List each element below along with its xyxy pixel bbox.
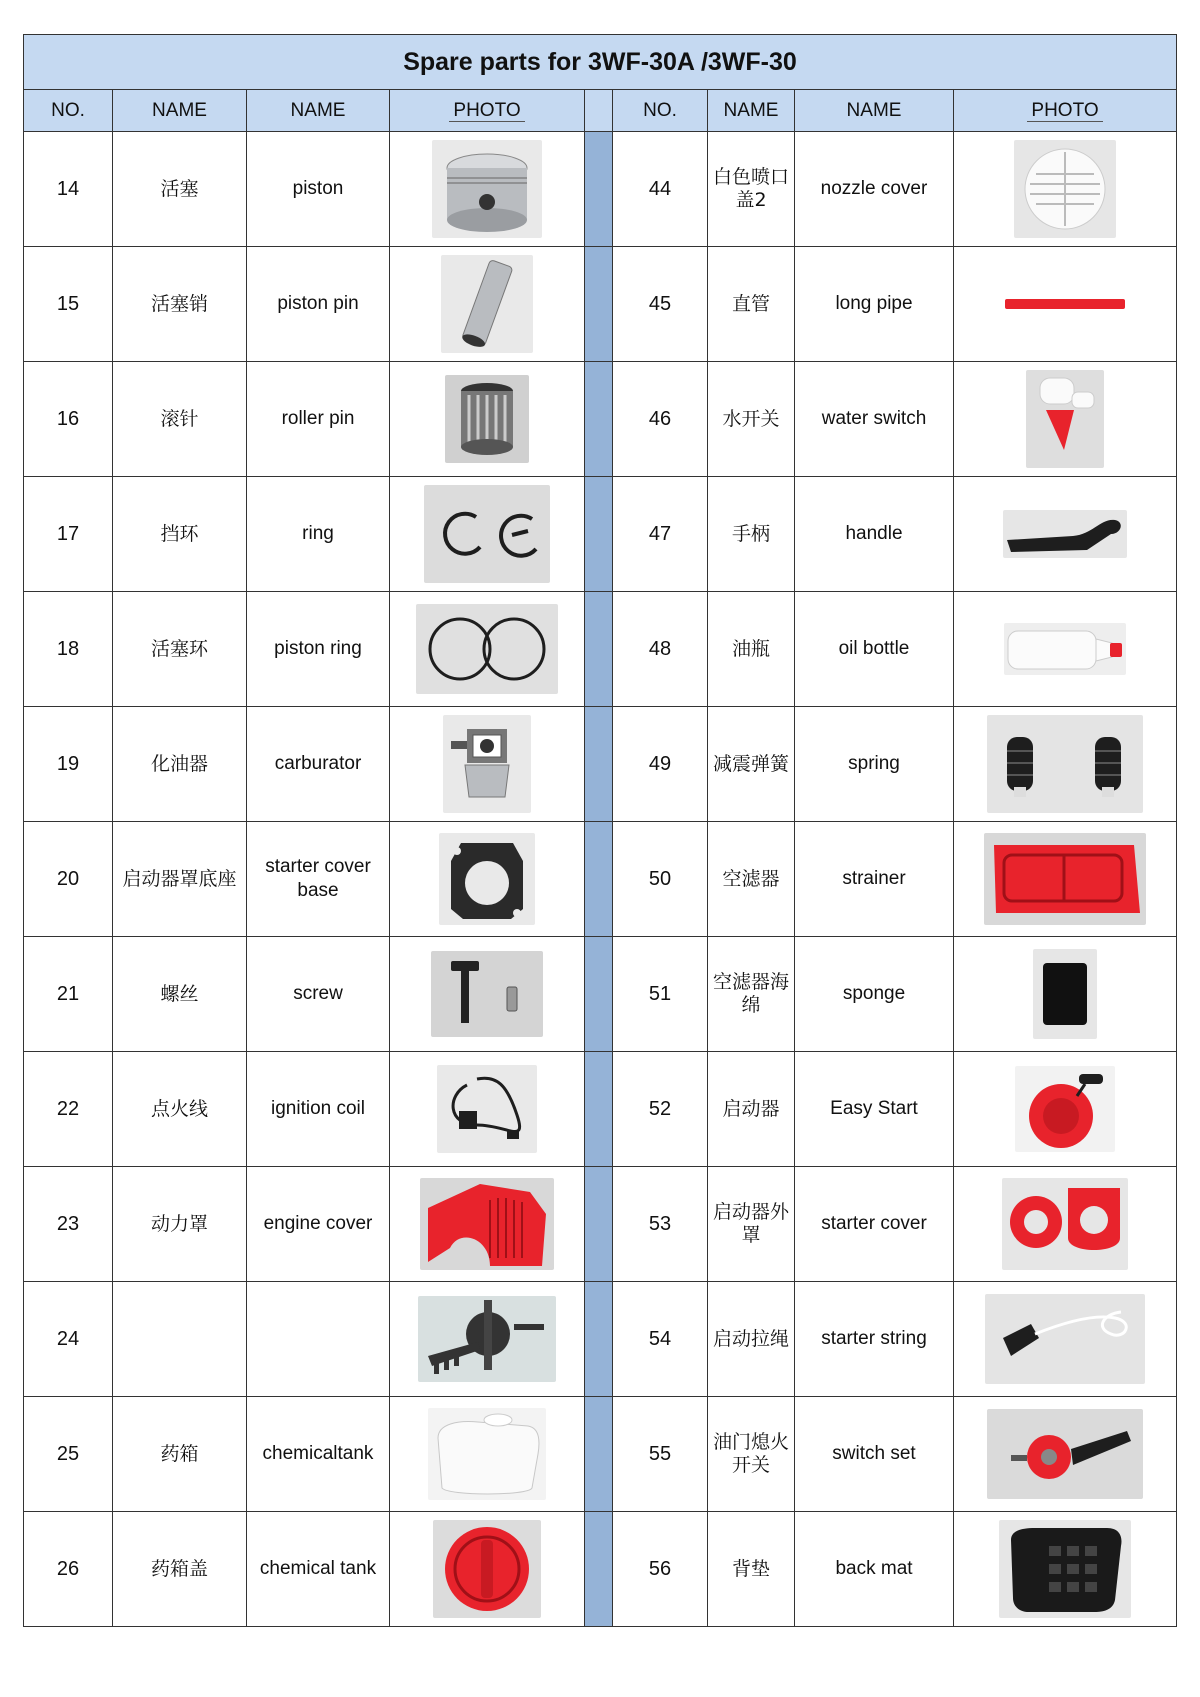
part-number: 24 <box>24 1282 113 1397</box>
piston-pin-photo <box>441 255 533 353</box>
part-name-english: carburator <box>247 707 390 822</box>
part-number: 45 <box>613 247 708 362</box>
part-name-english: engine cover <box>247 1167 390 1282</box>
part-name-english: Easy Start <box>795 1052 954 1167</box>
photo-cell <box>390 477 585 592</box>
part-name-chinese: 减震弹簧 <box>708 707 795 822</box>
long-pipe-photo <box>1003 294 1127 314</box>
part-name-english: piston ring <box>247 592 390 707</box>
part-number: 47 <box>613 477 708 592</box>
part-number: 51 <box>613 937 708 1052</box>
starter-cover-base-photo <box>439 833 535 925</box>
back-mat-photo <box>999 1520 1131 1618</box>
table-row <box>24 937 1177 1052</box>
starter-cover-photo <box>1002 1178 1128 1270</box>
photo-cell <box>954 1282 1177 1397</box>
column-separator <box>585 132 613 247</box>
part-name-english: screw <box>247 937 390 1052</box>
part-name-english: ignition coil <box>247 1052 390 1167</box>
part-number: 14 <box>24 132 113 247</box>
header-no-left: NO. <box>24 90 113 132</box>
engine-cover-photo <box>420 1178 554 1270</box>
photo-cell <box>390 247 585 362</box>
table-row <box>24 362 1177 477</box>
part-number: 17 <box>24 477 113 592</box>
table-row <box>24 1512 1177 1627</box>
table-row <box>24 592 1177 707</box>
part-name-chinese: 启动器 <box>708 1052 795 1167</box>
part-name-chinese: 油门熄火开关 <box>708 1397 795 1512</box>
starter-string-photo <box>985 1294 1145 1384</box>
sponge-photo <box>1033 949 1097 1039</box>
photo-cell <box>390 1282 585 1397</box>
part-name-chinese: 背垫 <box>708 1512 795 1627</box>
part-number: 44 <box>613 132 708 247</box>
page-title: Spare parts for 3WF-30A /3WF-30 <box>24 35 1177 90</box>
part-number: 26 <box>24 1512 113 1627</box>
column-separator <box>585 1167 613 1282</box>
part-name-chinese: 动力罩 <box>113 1167 247 1282</box>
header-no-right: NO. <box>613 90 708 132</box>
ring-photo <box>424 485 550 583</box>
column-separator <box>585 822 613 937</box>
column-separator <box>585 1512 613 1627</box>
part-name-chinese: 挡环 <box>113 477 247 592</box>
part-number: 50 <box>613 822 708 937</box>
column-separator <box>585 90 613 132</box>
part-number: 25 <box>24 1397 113 1512</box>
part-number: 56 <box>613 1512 708 1627</box>
part-number: 55 <box>613 1397 708 1512</box>
part-name-english: starter cover <box>795 1167 954 1282</box>
part-name-chinese: 白色喷口盖2 <box>708 132 795 247</box>
header-name-cn-right: NAME <box>708 90 795 132</box>
column-separator <box>585 592 613 707</box>
photo-cell <box>954 247 1177 362</box>
table-row <box>24 707 1177 822</box>
part-name-chinese: 水开关 <box>708 362 795 477</box>
part-name-chinese: 直管 <box>708 247 795 362</box>
photo-cell <box>954 1512 1177 1627</box>
part-number: 54 <box>613 1282 708 1397</box>
part-number: 53 <box>613 1167 708 1282</box>
part-number: 19 <box>24 707 113 822</box>
photo-cell <box>954 362 1177 477</box>
table-row <box>24 247 1177 362</box>
switch-set-photo <box>987 1409 1143 1499</box>
part-name-chinese: 活塞环 <box>113 592 247 707</box>
oil-bottle-photo <box>1004 623 1126 675</box>
photo-cell <box>954 1397 1177 1512</box>
header-name-en-left: NAME <box>247 90 390 132</box>
part-name-english <box>247 1282 390 1397</box>
piston-ring-photo <box>416 604 558 694</box>
part-name-english: ring <box>247 477 390 592</box>
photo-cell <box>954 707 1177 822</box>
piston-photo <box>432 140 542 238</box>
part-number: 46 <box>613 362 708 477</box>
part-number: 16 <box>24 362 113 477</box>
part-number: 18 <box>24 592 113 707</box>
part-name-chinese: 启动拉绳 <box>708 1282 795 1397</box>
photo-cell <box>954 132 1177 247</box>
part-name-chinese: 手柄 <box>708 477 795 592</box>
column-separator <box>585 937 613 1052</box>
header-photo-right: PHOTO <box>954 90 1177 132</box>
part-name-chinese: 点火线 <box>113 1052 247 1167</box>
photo-cell <box>954 1167 1177 1282</box>
part-name-chinese: 药箱盖 <box>113 1512 247 1627</box>
part-name-english: piston pin <box>247 247 390 362</box>
photo-cell <box>390 1052 585 1167</box>
spring-photo <box>987 715 1143 813</box>
part-name-chinese <box>113 1282 247 1397</box>
strainer-photo <box>984 833 1146 925</box>
table-row <box>24 1167 1177 1282</box>
photo-cell <box>390 822 585 937</box>
header-row <box>24 90 1177 132</box>
column-separator <box>585 477 613 592</box>
part-number: 48 <box>613 592 708 707</box>
part-name-english: strainer <box>795 822 954 937</box>
part-name-chinese: 空滤器海绵 <box>708 937 795 1052</box>
nozzle-cover-photo <box>1014 140 1116 238</box>
table-row <box>24 1052 1177 1167</box>
photo-cell <box>390 937 585 1052</box>
part-name-english: handle <box>795 477 954 592</box>
table-row <box>24 477 1177 592</box>
photo-cell <box>390 1512 585 1627</box>
part-name-chinese: 活塞销 <box>113 247 247 362</box>
column-separator <box>585 1052 613 1167</box>
part-name-english: nozzle cover <box>795 132 954 247</box>
column-separator <box>585 247 613 362</box>
photo-cell <box>390 132 585 247</box>
photo-cell <box>390 592 585 707</box>
header-name-en-right: NAME <box>795 90 954 132</box>
handle-photo <box>1003 510 1127 558</box>
part-name-english: long pipe <box>795 247 954 362</box>
part-name-chinese: 油瓶 <box>708 592 795 707</box>
part-name-chinese: 启动器罩底座 <box>113 822 247 937</box>
ignition-coil-photo <box>437 1065 537 1153</box>
photo-cell <box>390 362 585 477</box>
header-photo-left: PHOTO <box>390 90 585 132</box>
water-switch-photo <box>1026 370 1104 468</box>
header-name-cn-left: NAME <box>113 90 247 132</box>
photo-cell <box>954 937 1177 1052</box>
part-name-english: starter string <box>795 1282 954 1397</box>
chemical-tank-photo <box>428 1408 546 1500</box>
photo-cell <box>390 1397 585 1512</box>
part-name-english: sponge <box>795 937 954 1052</box>
part-number: 22 <box>24 1052 113 1167</box>
part-number: 52 <box>613 1052 708 1167</box>
table-row <box>24 132 1177 247</box>
table-row <box>24 1397 1177 1512</box>
table-row <box>24 822 1177 937</box>
photo-cell <box>954 1052 1177 1167</box>
screw-photo <box>431 951 543 1037</box>
part-name-english: switch set <box>795 1397 954 1512</box>
part-name-english: oil bottle <box>795 592 954 707</box>
part-name-english: chemical tank <box>247 1512 390 1627</box>
photo-cell <box>390 1167 585 1282</box>
part-name-english: roller pin <box>247 362 390 477</box>
photo-cell <box>954 822 1177 937</box>
part-name-chinese: 活塞 <box>113 132 247 247</box>
photo-cell <box>954 592 1177 707</box>
spare-parts-sheet <box>23 34 1176 1627</box>
part-name-english: starter cover base <box>247 822 390 937</box>
carburator-photo <box>443 715 531 813</box>
part-number: 49 <box>613 707 708 822</box>
photo-cell <box>390 707 585 822</box>
part-number: 23 <box>24 1167 113 1282</box>
part-name-english: chemicaltank <box>247 1397 390 1512</box>
part-name-chinese: 滚针 <box>113 362 247 477</box>
chemical-tank-cap-photo <box>433 1520 541 1618</box>
easy-start-photo <box>1015 1066 1115 1152</box>
part-name-english: back mat <box>795 1512 954 1627</box>
part-name-chinese: 螺丝 <box>113 937 247 1052</box>
spare-parts-table <box>23 34 1177 1627</box>
column-separator <box>585 1397 613 1512</box>
column-separator <box>585 707 613 822</box>
part-name-english: piston <box>247 132 390 247</box>
part-name-chinese: 启动器外罩 <box>708 1167 795 1282</box>
table-row <box>24 1282 1177 1397</box>
shaft-assembly-photo <box>418 1296 556 1382</box>
part-name-chinese: 化油器 <box>113 707 247 822</box>
part-name-english: water switch <box>795 362 954 477</box>
part-name-english: spring <box>795 707 954 822</box>
column-separator <box>585 1282 613 1397</box>
photo-cell <box>954 477 1177 592</box>
part-number: 20 <box>24 822 113 937</box>
part-name-chinese: 药箱 <box>113 1397 247 1512</box>
column-separator <box>585 362 613 477</box>
roller-pin-photo <box>445 375 529 463</box>
part-name-chinese: 空滤器 <box>708 822 795 937</box>
part-number: 15 <box>24 247 113 362</box>
part-number: 21 <box>24 937 113 1052</box>
